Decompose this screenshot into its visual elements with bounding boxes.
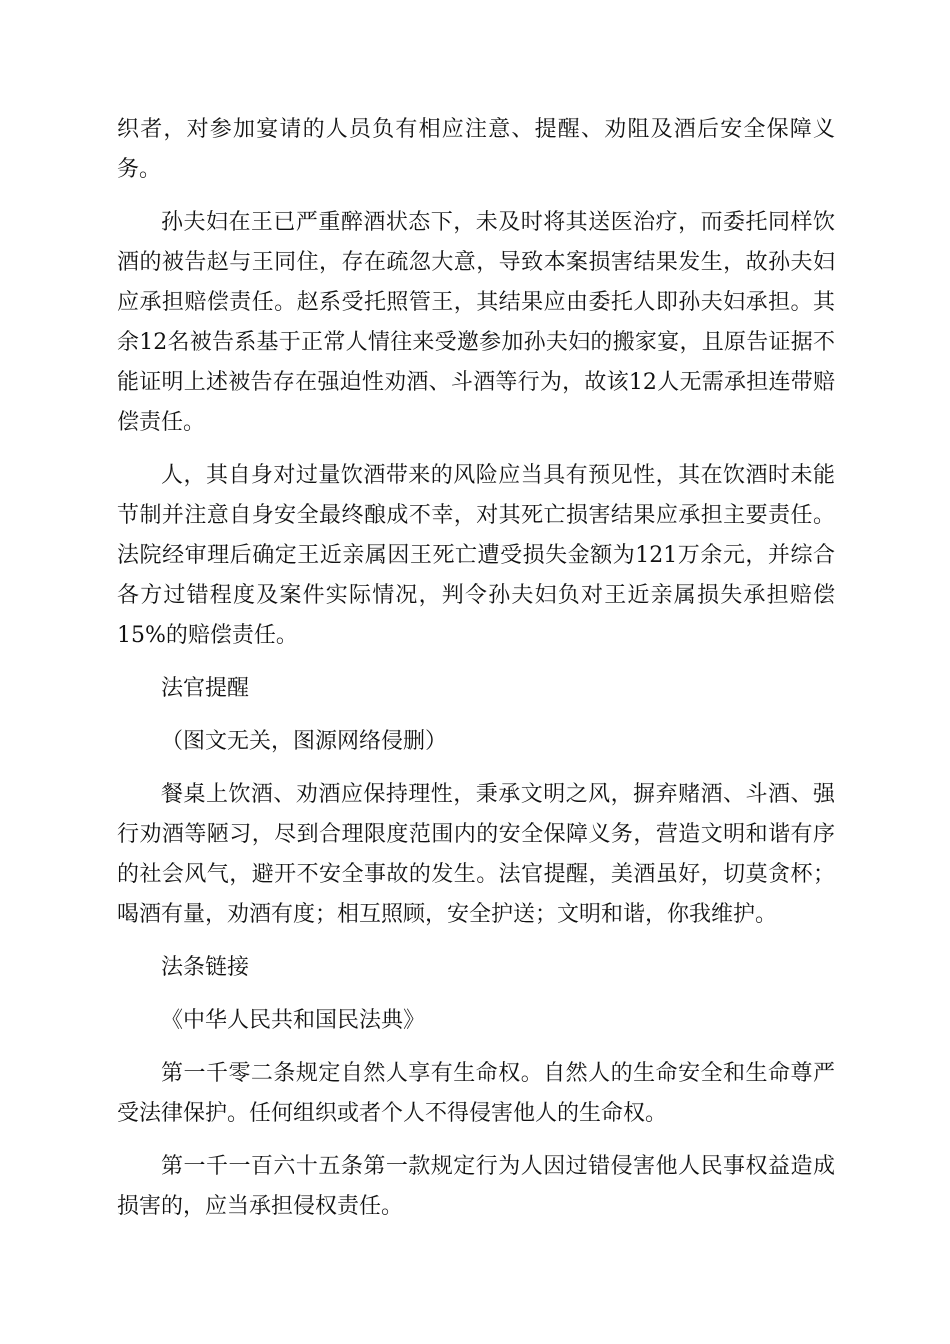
paragraph-victim-responsibility: 人，其自身对过量饮酒带来的风险应当具有预见性，其在饮酒时未能节制并注意自身安全最终酿成不幸，对其死亡损害结果应承担主要责任。法院经审理后确定王近亲属因王死亡遭受损失金额为121万余元，并综合各方过错程度及案件实际情况，判令孙夫妇负对王近亲属损失承担赔偿15%的赔偿责任。	[117, 463, 835, 648]
paragraph-liability-sun: 孙夫妇在王已严重醉酒状态下，未及时将其送医治疗，而委托同样饮酒的被告赵与王同住，存在疏忽大意，导致本案损害结果发生，故孙夫妇应承担赔偿责任。赵系受托照管王，其结果应由委托人即孙夫妇承担。其余12名被告系基于正常人情往来受邀参加孙夫妇的搬家宴，且原告证据不能证明上述被告存在强迫性劝酒、斗酒等行为，故该12人无需承担连带赔偿责任。	[117, 210, 835, 435]
section-heading-law-links: 法条链接	[161, 955, 250, 980]
law-article-1165: 第一千一百六十五条第一款规定行为人因过错侵害他人民事权益造成损害的，应当承担侵权责任。	[117, 1154, 835, 1219]
section-heading-judge-reminder: 法官提醒	[161, 676, 250, 701]
law-title: 《中华人民共和国民法典》	[161, 1008, 426, 1033]
document-page	[117, 110, 835, 1240]
paragraph-reminder: 餐桌上饮酒、劝酒应保持理性，秉承文明之风，摒弃赌酒、斗酒、强行劝酒等陋习，尽到合理限度范围内的安全保障义务，营造文明和谐有序的社会风气，避开不安全事故的发生。法官提醒，美酒虽好，切莫贪杯；喝酒有量，劝酒有度；相互照顾，安全护送；文明和谐，你我维护。	[117, 782, 835, 927]
paragraph-continuation: 织者，对参加宴请的人员负有相应注意、提醒、劝阻及酒后安全保障义务。	[117, 117, 835, 182]
image-disclaimer: （图文无关，图源网络侵删）	[161, 729, 448, 754]
law-article-1002: 第一千零二条规定自然人享有生命权。自然人的生命安全和生命尊严受法律保护。任何组织或者个人不得侵害他人的生命权。	[117, 1061, 835, 1126]
